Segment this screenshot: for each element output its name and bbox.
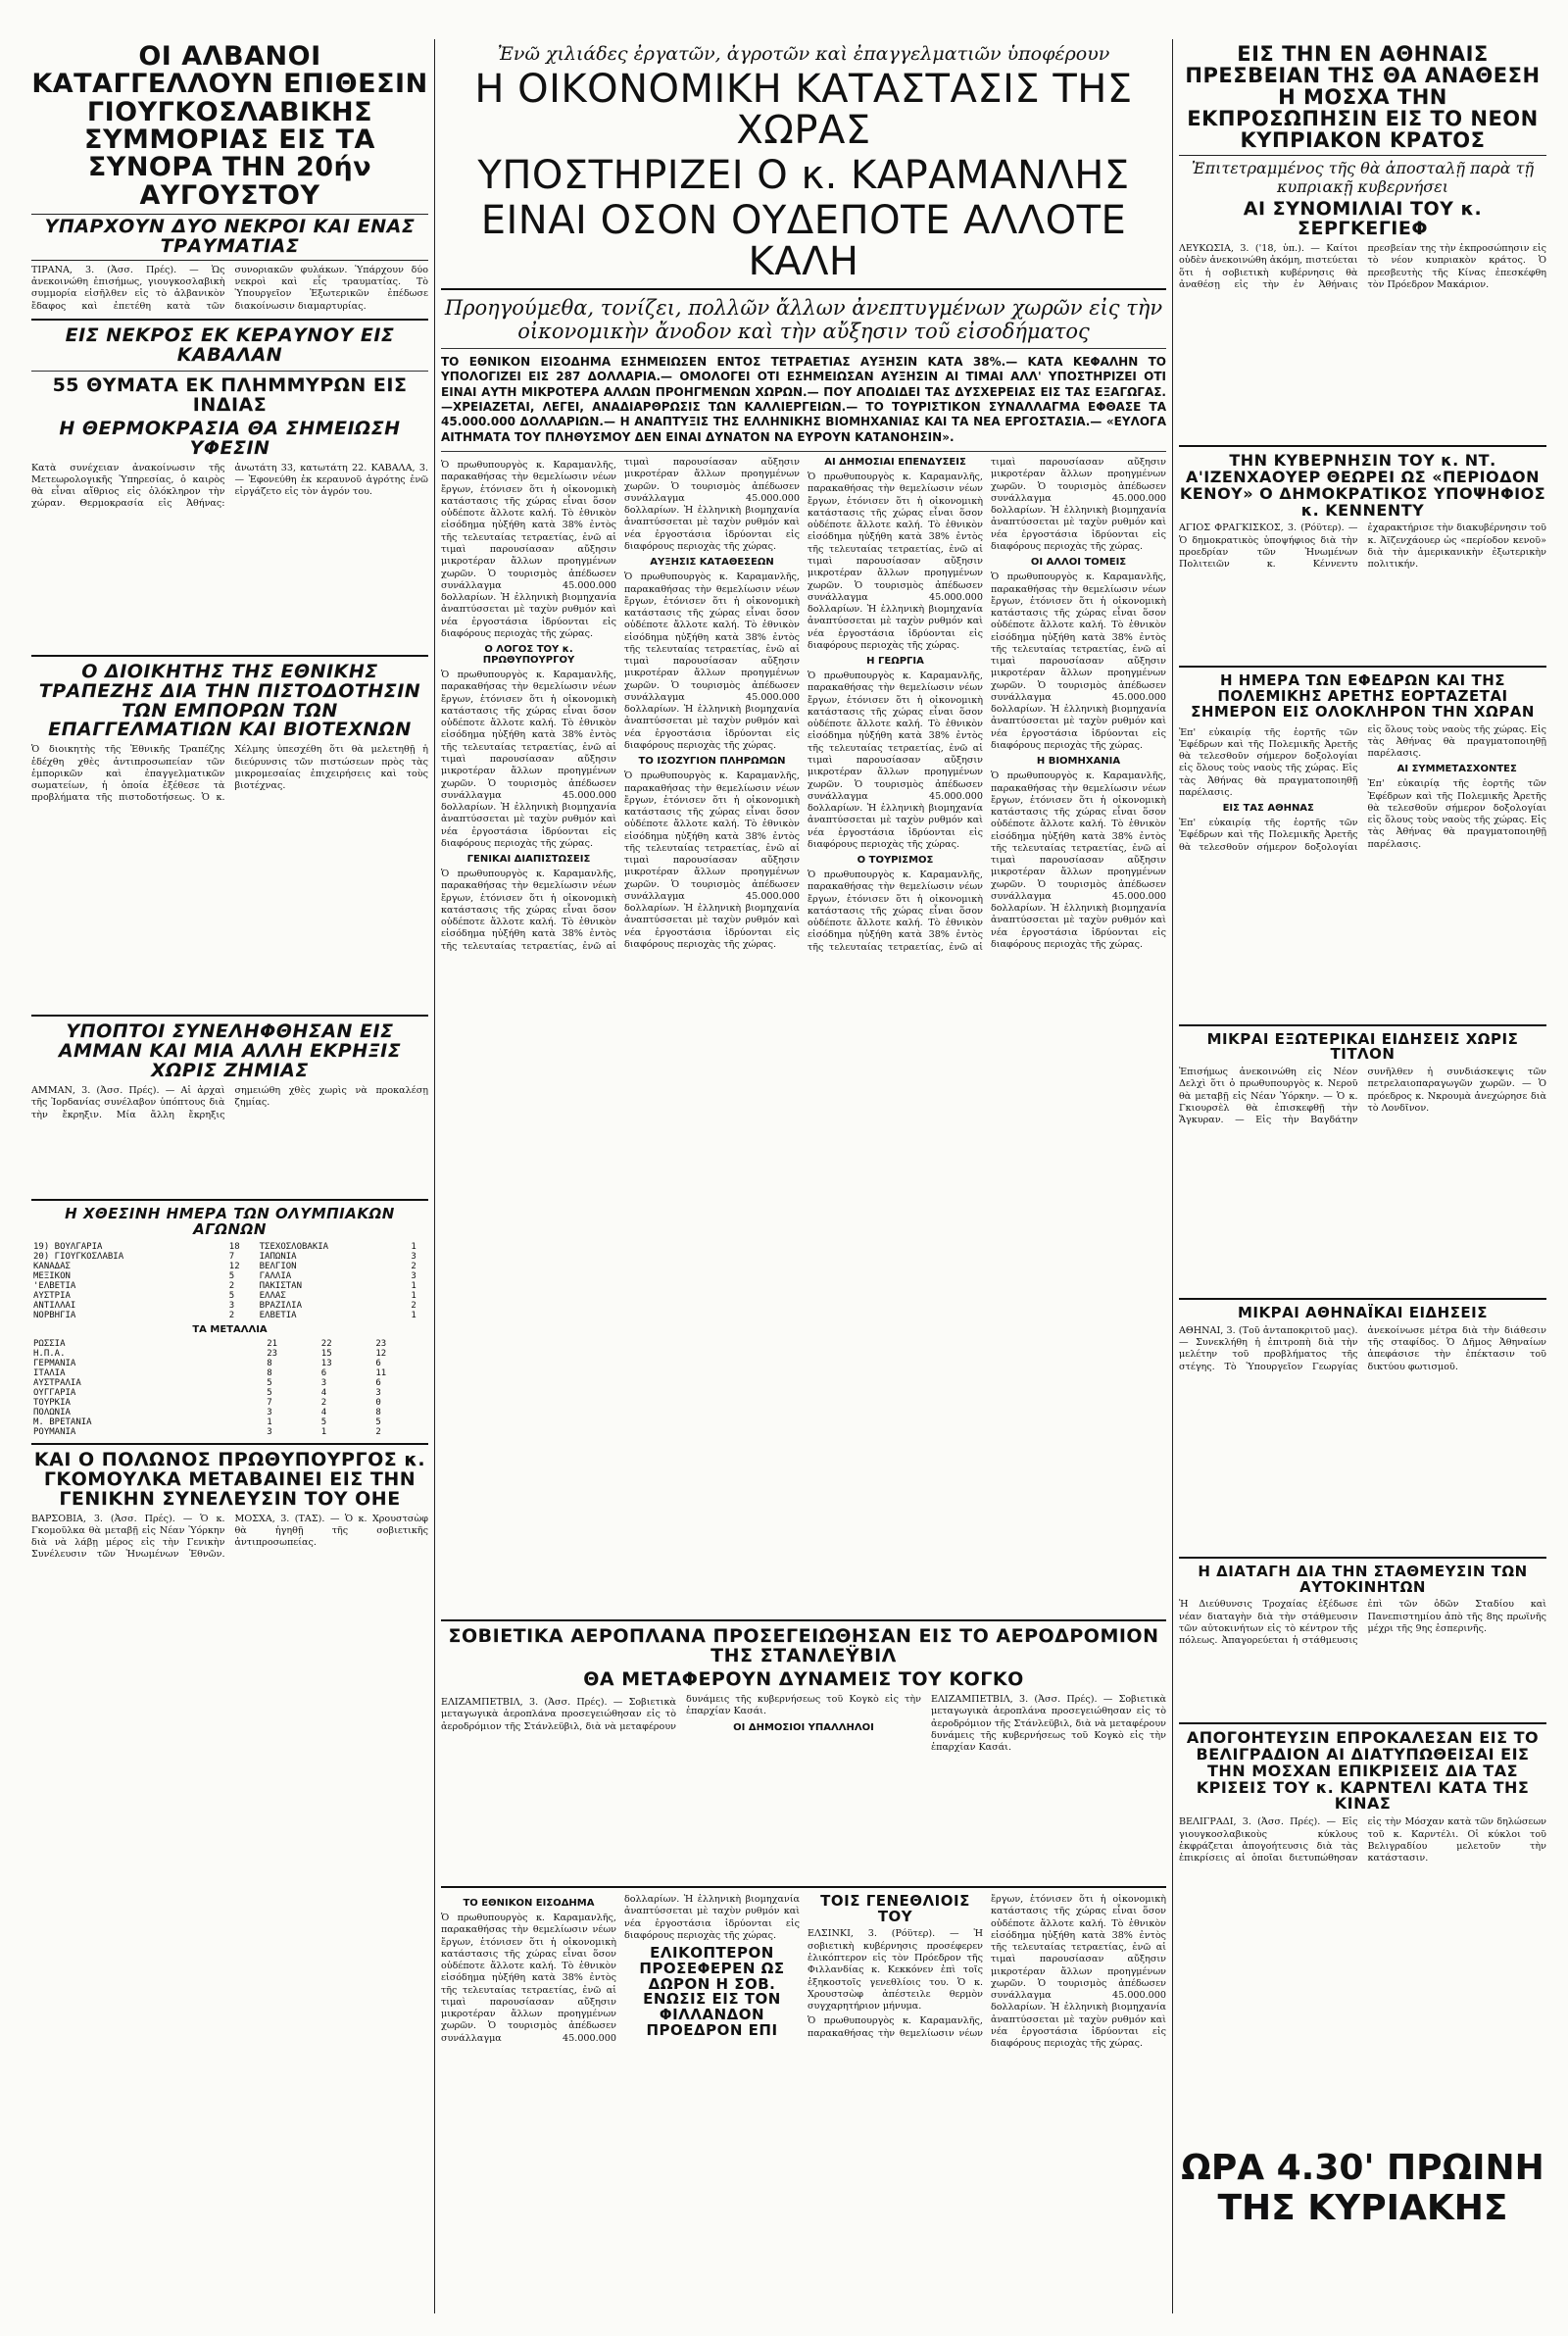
parking-headline: Η ΔΙΑΤΑΓΗ ΔΙΑ ΤΗΝ ΣΤΑΘΜΕΥΣΙΝ ΤΩΝ ΑΥΤΟΚΙΝΗΤΩΝ <box>1198 1562 1528 1596</box>
olympics-headline: Η ΧΘΕΣΙΝΗ ΗΜΕΡΑ ΤΩΝ ΟΛΥΜΠΙΑΚΩΝ ΑΓΩΝΩΝ <box>65 1205 395 1238</box>
table-cell: 1 <box>267 1417 272 1427</box>
divider <box>1179 1024 1546 1026</box>
belgrade-article: ΒΕΛΙΓΡΑΔΙ, 3. (Ἀσσ. Πρές). — Εἰς γιουγκοσλαβικοὺς κύκλους ἐκφράζεται ἀπογοήτευσις διὰ τὰς ἐπικρίσεις αἱ ὁποῖαι διετυπώθησαν εἰς τὴν Μόσχαν κατὰ τῶν δηλώσεων τοῦ κ. Καρντέλι. Οἱ κύκλοι τοῦ Βελιγραδίου μελετοῦν τὴν κατάστασιν. <box>1179 1816 1546 1864</box>
cyprus-article: ΛΕΥΚΩΣΙΑ, 3. ('18, ὑπ.). — Καίτοι οὐδὲν ἀνεκοινώθη ἀκόμη, πιστεύεται ὅτι ἡ σοβιετικὴ κυβέρνησις θὰ ἀναθέσῃ εἰς τὴν ἐν Ἀθήναις πρεσβείαν της τὴν ἐκπροσώπησιν εἰς τὸ νέον κυπριακὸν κράτος. Ὁ πρεσβευτὴς τῆς Κίνας ἐπεσκέφθη τὸν Πρόεδρον Μακάριον. <box>1179 243 1546 290</box>
lower-columns <box>441 1891 1166 2313</box>
table-cell: 6 <box>375 1377 381 1388</box>
main-article-body: Ὁ πρωθυπουργὸς κ. Καραμανλῆς, παρακαθήσας τὴν θεμελίωσιν νέων ἔργων, ἐτόνισεν ὅτι ἡ οἰκονομικὴ κατάστασις τῆς χώρας εἶναι ὅσον οὐδέποτε ἄλλοτε καλή. Τὸ ἐθνικὸν εἰσόδημα ηὐξήθη κατὰ 38% ἐντὸς τῆς τελευταίας τετραετίας, ἐνῶ αἱ τιμαὶ παρουσίασαν αὔξησιν μικροτέραν ἄλλων προηγμένων χωρῶν. Ὁ τουρισμὸς ἀπέδωσεν συνάλλαγμα 45.000.000 δολλαρίων. Ἡ ἑλληνικὴ βιομηχανία ἀναπτύσσεται μὲ ταχὺν ρυθμόν καὶ νέα ἐργοστάσια ἱδρύονται εἰς διαφόρους περιοχὰς τῆς χώρας. <box>624 572 800 751</box>
table-cell: 3 <box>320 1377 327 1388</box>
table-cell: 2 <box>320 1397 327 1408</box>
section-heading: ΓΕΝΙΚΑΙ ΔΙΑΠΙΣΤΩΣΕΙΣ <box>466 854 591 866</box>
helicopter-headline: ΕΛΙΚΟΠΤΕΡΟΝ ΠΡΟΣΕΦΕΡΕΝ ΩΣ ΔΩΡΟΝ Η ΣΟΒ. ΕΝΩΣΙΣ ΕΙΣ ΤΟΝ ΦΙΛΛΑΝΔΟΝ ΠΡΟΕΔΡΟΝ ΕΠΙ ΤΟΙΣ ΓΕΝΕΘΛΙΟΙΣ ΤΟΥ <box>639 1891 970 2039</box>
section-heading: ΑΙ ΔΗΜΟΣΙΑΙ ΕΠΕΝΔΥΣΕΙΣ <box>824 457 966 469</box>
table-cell: ΑΥΣΤΡΙΑ <box>33 1290 71 1301</box>
table-cell: ΠΟΛΩΝΙΑ <box>33 1407 71 1417</box>
table-cell: ΤΟΥΡΚΙΑ <box>33 1397 71 1408</box>
left-column <box>31 39 428 2313</box>
main-article-columns <box>441 457 1166 1614</box>
foreign-news-article: Ἐπισήμως ἀνεκοινώθη εἰς Νέον Δελχὶ ὅτι ὁ πρωθυπουργὸς κ. Νεροῦ θὰ μεταβῇ εἰς Νέαν Ὑόρκην. — Ὁ κ. Γκιουρσὲλ θὰ ἐπισκεφθῇ τὴν Ἄγκυραν. — Εἰς τὴν Βαγδάτην συνῆλθεν ἡ συνδιάσκεψις τῶν πετρελαιοπαραγωγῶν χωρῶν. — Ὁ πρόεδρος κ. Νκρουμὰ ἀνεχώρησε διὰ τὸ Λονδῖνον. <box>1179 1067 1546 1126</box>
main-article-body: Ὁ πρωθυπουργὸς κ. Καραμανλῆς, παρακαθήσας τὴν θεμελίωσιν νέων ἔργων, ἐτόνισεν ὅτι ἡ οἰκονομικὴ κατάστασις τῆς χώρας εἶναι ὅσον οὐδέποτε ἄλλοτε καλή. Τὸ ἐθνικὸν εἰσόδημα ηὐξήθη κατὰ 38% ἐντὸς τῆς τελευταίας τετραετίας, ἐνῶ αἱ τιμαὶ παρουσίασαν αὔξησιν μικροτέραν ἄλλων προηγμένων χωρῶν. Ὁ τουρισμὸς ἀπέδωσεν συνάλλαγμα 45.000.000 δολλαρίων. Ἡ ἑλληνικὴ βιομηχανία ἀναπτύσσεται μὲ ταχὺν ρυθμόν καὶ νέα ἐργοστάσια ἱδρύονται εἰς διαφόρους περιοχὰς τῆς χώρας. <box>624 770 800 950</box>
medals-heading: ΤΑ ΜΕΤΑΛΛΙΑ <box>192 1323 268 1335</box>
table-cell: Μ. ΒΡΕΤΑΝΙΑ <box>33 1417 92 1427</box>
table-cell: ΜΕΞΙΚΟΝ <box>33 1270 71 1281</box>
sergeyev-headline: ΑΙ ΣΥΝΟΜΙΛΙΑΙ ΤΟΥ κ. ΣΕΡΓΚΕΓΙΕΦ <box>1243 198 1483 240</box>
national-bank-article: Ὁ διοικητὴς τῆς Ἐθνικῆς Τραπέζης ἐδέχθη χθὲς ἀντιπροσωπείαν τῶν ἐμπορικῶν καὶ ἐπαγγελματικῶν σωματείων, ἡ ὁποία ἐξέθεσε τὰ προβλήματα τῆς πιστοδοτήσεως. Ὁ κ. Χέλμης ὑπεσχέθη ὅτι θὰ μελετηθῇ ἡ διεύρυνσις τῶν πιστώσεων πρὸς τὰς μικρομεσαίας ἐπιχειρήσεις καὶ τοὺς βιοτέχνας. <box>31 744 428 804</box>
medals-row <box>31 1378 428 1388</box>
table-cell: ΡΩΣΣΙΑ <box>33 1338 66 1349</box>
divider <box>1179 666 1546 668</box>
olympics-row <box>31 1271 428 1281</box>
table-cell: ΑΝΤΙΛΛΑΙ <box>33 1300 76 1311</box>
olympics-row <box>31 1242 428 1252</box>
kennedy-headline: ΤΗΝ ΚΥΒΕΡΝΗΣΙΝ ΤΟΥ κ. ΝΤ. Α'ΙΖΕΝΧΑΟΥΕΡ ΘΕΩΡΕΙ ΩΣ «ΠΕΡΙΟΔΟΝ ΚΕΝΟΥ» Ο ΔΗΜΟΚΡΑΤΙΚΟΣ ΥΠΟΨΗΦΙΟΣ κ. ΚΕΝΝΕΝΤΥ <box>1179 451 1546 520</box>
divider <box>1179 445 1546 447</box>
table-cell: 2 <box>228 1310 235 1320</box>
table-cell: 3 <box>375 1387 381 1398</box>
parking-article: Ἡ Διεύθυνσις Τροχαίας ἐξέδωσε νέαν διαταγὴν διὰ τὴν στάθμευσιν τῶν αὐτοκινήτων εἰς τὸ κέντρον τῆς πόλεως. Ἀπαγορεύεται ἡ στάθμευσις ἐπὶ τῶν ὁδῶν Σταδίου καὶ Πανεπιστημίου ἀπὸ τῆς 8ης πρωϊνῆς μέχρι τῆς 9ης ἑσπερινῆς. <box>1179 1599 1546 1647</box>
medals-row <box>31 1427 428 1437</box>
main-article-body: Ὁ πρωθυπουργὸς κ. Καραμανλῆς, παρακαθήσας τὴν θεμελίωσιν νέων ἔργων, ἐτόνισεν ὅτι ἡ οἰκονομικὴ κατάστασις τῆς χώρας εἶναι ὅσον οὐδέποτε ἄλλοτε καλή. Τὸ ἐθνικὸν εἰσόδημα ηὐξήθη κατὰ 38% ἐντὸς τῆς τελευταίας τετραετίας, ἐνῶ αἱ τιμαὶ παρουσίασαν αὔξησιν μικροτέραν ἄλλων προηγμένων χωρῶν. Ὁ τουρισμὸς ἀπέδωσεν συνάλλαγμα 45.000.000 δολλαρίων. Ἡ ἑλληνικὴ βιομηχανία ἀναπτύσσεται μὲ ταχὺν ρυθμόν καὶ νέα ἐργοστάσια ἱδρύονται εἰς διαφόρους περιοχὰς τῆς χώρας. <box>441 457 800 952</box>
table-cell: 5 <box>320 1417 327 1427</box>
table-cell: ΒΕΛΓΙΟΝ <box>259 1261 297 1271</box>
main-article-body: Ὁ πρωθυπουργὸς κ. Καραμανλῆς, παρακαθήσας τὴν θεμελίωσιν νέων ἔργων, ἐτόνισεν ὅτι ἡ οἰκονομικὴ κατάστασις τῆς χώρας εἶναι ὅσον οὐδέποτε ἄλλοτε καλή. Τὸ ἐθνικὸν εἰσόδημα ηὐξήθη κατὰ 38% ἐντὸς τῆς τελευταίας τετραετίας, ἐνῶ αἱ τιμαὶ παρουσίασαν αὔξησιν μικροτέραν ἄλλων προηγμένων χωρῶν. Ὁ τουρισμὸς ἀπέδωσεν συνάλλαγμα 45.000.000 δολλαρίων. Ἡ ἑλληνικὴ βιομηχανία ἀναπτύσσεται μὲ ταχὺν ρυθμόν καὶ νέα ἐργοστάσια ἱδρύονται εἰς διαφόρους περιοχὰς τῆς χώρας. <box>441 670 616 849</box>
table-cell: 21 <box>267 1338 278 1349</box>
foreign-news-headline: ΜΙΚΡΑΙ ΕΞΩΤΕΡΙΚΑΙ ΕΙΔΗΣΕΙΣ ΧΩΡΙΣ ΤΙΤΛΟΝ <box>1206 1029 1519 1064</box>
kennedy-article: ΑΓΙΟΣ ΦΡΑΓΚΙΣΚΟΣ, 3. (Ρόϋτερ). — Ὁ δημοκρατικὸς ὑποψήφιος διὰ τὴν προεδρίαν τῶν Ἡνωμένων Πολιτειῶν κ. Κέννεντυ ἐχαρακτήρισε τὴν διακυβέρνησιν τοῦ κ. Ἀϊζενχάουερ ὡς «περίοδον κενοῦ» διὰ τὴν ἀμερικανικὴν ἐξωτερικὴν πολιτικήν. <box>1179 522 1546 571</box>
table-cell: 18 <box>228 1241 240 1252</box>
albania-subheadline: ΥΠΑΡΧΟΥΝ ΔΥΟ ΝΕΚΡΟΙ ΚΑΙ ΕΝΑΣ ΤΡΑΥΜΑΤΙΑΣ <box>31 214 428 261</box>
table-cell: 8 <box>267 1367 272 1378</box>
athens-news-article: ΑΘΗΝΑΙ, 3. (Τοῦ ἀνταποκριτοῦ μας). — Συνεκλήθη ἡ ἐπιτροπὴ διὰ τὴν μελέτην τοῦ προβλήματος τῆς στέγης. Τὸ Ὑπουργεῖον Γεωργίας ἀνεκοίνωσε μέτρα διὰ τὴν διάθεσιν τῆς σταφίδος. Ὁ Δῆμος Ἀθηναίων ἀπεφάσισε τὴν ἐπέκτασιν τοῦ δικτύου φωτισμοῦ. <box>1179 1324 1546 1372</box>
section-heading: ΑΙ ΣΥΜΜΕΤΑΣΧΟΝΤΕΣ <box>1396 764 1517 775</box>
table-cell: 1 <box>411 1280 416 1291</box>
table-cell: 23 <box>267 1348 278 1359</box>
section-heading: ΤΟ ΕΘΝΙΚΟΝ ΕΙΣΟΔΗΜΑ <box>463 1897 595 1909</box>
table-cell: ΝΟΡΒΗΓΙΑ <box>33 1310 76 1320</box>
table-cell: 5 <box>228 1290 235 1301</box>
center-column <box>441 39 1166 2313</box>
olympics-results-table <box>31 1242 428 1320</box>
amman-headline: ΥΠΟΠΤΟΙ ΣΥΝΕΛΗΦΘΗΣΑΝ ΕΙΣ ΑΜΜΑΝ ΚΑΙ ΜΙΑ ΑΛΛΗ ΕΚΡΗΞΙΣ ΧΩΡΙΣ ΖΗΜΙΑΣ <box>58 1020 402 1082</box>
table-cell: 4 <box>320 1407 327 1417</box>
table-cell: 19) ΒΟΥΛΓΑΡΙΑ <box>33 1241 103 1252</box>
table-cell: ΤΣΕΧΟΣΛΟΒΑΚΙΑ <box>259 1241 329 1252</box>
main-headline-3: ΕΙΝΑΙ ΟΣΟΝ ΟΥΔΕΠΟΤΕ ΑΛΛΟΤΕ ΚΑΛΗ <box>480 198 1127 284</box>
table-cell: 5 <box>375 1417 381 1427</box>
section-heading: Ο ΛΟΓΟΣ ΤΟΥ κ. ΠΡΩΘΥΠΟΥΡΓΟΥ <box>482 644 575 667</box>
athens-news-headline: ΜΙΚΡΑΙ ΑΘΗΝΑΪΚΑΙ ΕΙΔΗΣΕΙΣ <box>1237 1304 1489 1322</box>
olympics-row <box>31 1252 428 1262</box>
divider <box>1179 1722 1546 1724</box>
table-cell: 2 <box>411 1261 416 1271</box>
table-cell: 5 <box>267 1377 272 1388</box>
section-heading: Η ΓΕΩΡΓΙΑ <box>866 656 924 668</box>
table-cell: 22 <box>320 1338 332 1349</box>
table-cell: 8 <box>267 1358 272 1368</box>
cyprus-subheadline: Ἐπιτετραμμένος τῆς θὰ ἀποσταλῇ παρὰ τῇ κυπριακῇ κυβερνήσει <box>1179 155 1546 196</box>
divider <box>441 288 1166 290</box>
olympics-row <box>31 1291 428 1301</box>
helicopter-article: Ὁ πρωθυπουργὸς κ. Καραμανλῆς, παρακαθήσας τὴν θεμελίωσιν νέων ἔργων, ἐτόνισεν ὅτι ἡ οἰκονομικὴ κατάστασις τῆς χώρας εἶναι ὅσον οὐδέποτε ἄλλοτε καλή. Τὸ ἐθνικὸν εἰσόδημα ηὐξήθη κατὰ 38% ἐντὸς τῆς τελευταίας τετραετίας, ἐνῶ αἱ τιμαὶ παρουσίασαν αὔξησιν μικροτέραν ἄλλων προηγμένων χωρῶν. Ὁ τουρισμὸς ἀπέδωσεν συνάλλαγμα 45.000.000 δολλαρίων. Ἡ ἑλληνικὴ βιομηχανία ἀναπτύσσεται μὲ ταχὺν ρυθμόν καὶ νέα ἐργοστάσια ἱδρύονται εἰς διαφόρους περιοχὰς τῆς χώρας. <box>808 1893 1166 2050</box>
column-rule <box>1172 39 1173 2313</box>
medals-row <box>31 1339 428 1349</box>
gomulka-headline: ΚΑΙ Ο ΠΟΛΩΝΟΣ ΠΡΩΘΥΠΟΥΡΓΟΣ κ. ΓΚΟΜΟΥΛΚΑ ΜΕΤΑΒΑΙΝΕΙ ΕΙΣ ΤΗΝ ΓΕΝΙΚΗΝ ΣΥΝΕΛΕΥΣΙΝ ΤΟΥ ΟΗΕ <box>33 1448 426 1510</box>
table-cell: ΟΥΓΓΑΡΙΑ <box>33 1387 76 1398</box>
main-headline-2: ΥΠΟΣΤΗΡΙΖΕΙ Ο κ. ΚΑΡΑΜΑΝΛΗΣ <box>477 153 1130 198</box>
table-cell: ΕΛΒΕΤΙΑ <box>259 1310 297 1320</box>
table-cell: Η.Π.Α. <box>33 1348 66 1359</box>
table-cell: 12 <box>228 1261 240 1271</box>
temperature-headline: Η ΘΕΡΜΟΚΡΑΣΙΑ ΘΑ ΣΗΜΕΙΩΣΗ ΥΦΕΣΙΝ <box>59 417 401 459</box>
divider <box>441 1619 1166 1621</box>
reservists-columns <box>1179 724 1546 1019</box>
olympics-row <box>31 1311 428 1320</box>
table-cell: 8 <box>375 1407 381 1417</box>
medals-row <box>31 1398 428 1408</box>
section-heading: Η ΒΙΟΜΗΧΑΝΙΑ <box>1036 756 1121 768</box>
section-heading: ΕΙΣ ΤΑΣ ΑΘΗΝΑΣ <box>1222 803 1314 815</box>
medals-table <box>31 1339 428 1437</box>
reservists-headline: Η ΗΜΕΡΑ ΤΩΝ ΕΦΕΔΡΩΝ ΚΑΙ ΤΗΣ ΠΟΛΕΜΙΚΗΣ ΑΡΕΤΗΣ ΕΟΡΤΑΖΕΤΑΙ ΣΗΜΕΡΟΝ ΕΙΣ ΟΛΟΚΛΗΡΟΝ ΤΗΝ ΧΩΡΑΝ <box>1191 671 1535 721</box>
gomulka-article: ΒΑΡΣΟΒΙΑ, 3. (Ἀσσ. Πρές). — Ὁ κ. Γκομοῦλκα θὰ μεταβῇ εἰς Νέαν Ὑόρκην διὰ νὰ λάβῃ μέρος εἰς τὴν Γενικὴν Συνέλευσιν τῶν Ἡνωμένων Ἐθνῶν. ΜΟΣΧΑ, 3. (ΤΑΣ). — Ὁ κ. Χρουστσὼφ θὰ ἡγηθῇ τῆς σοβιετικῆς ἀντιπροσωπείας. <box>31 1513 428 1561</box>
table-cell: 11 <box>375 1367 387 1378</box>
main-headline-1: Η ΟΙΚΟΝΟΜΙΚΗ ΚΑΤΑΣΤΑΣΙΣ ΤΗΣ ΧΩΡΑΣ <box>474 67 1133 153</box>
table-cell: 2 <box>228 1280 235 1291</box>
medals-row <box>31 1368 428 1378</box>
table-cell: ΚΑΝΑΔΑΣ <box>33 1261 71 1271</box>
table-cell: 4 <box>320 1387 327 1398</box>
table-cell: 1 <box>411 1310 416 1320</box>
table-cell: 12 <box>375 1348 387 1359</box>
main-article-body: Ὁ πρωθυπουργὸς κ. Καραμανλῆς, παρακαθήσας τὴν θεμελίωσιν νέων ἔργων, ἐτόνισεν ὅτι ἡ οἰκονομικὴ κατάστασις τῆς χώρας εἶναι ὅσον οὐδέποτε ἄλλοτε καλή. Τὸ ἐθνικὸν εἰσόδημα ηὐξήθη κατὰ 38% ἐντὸς τῆς τελευταίας τετραετίας, ἐνῶ αἱ τιμαὶ παρουσίασαν αὔξησιν μικροτέραν ἄλλων προηγμένων χωρῶν. Ὁ τουρισμὸς ἀπέδωσεν συνάλλαγμα 45.000.000 δολλαρίων. Ἡ ἑλληνικὴ βιομηχανία ἀναπτύσσεται μὲ ταχὺν ρυθμόν καὶ νέα ἐργοστάσια ἱδρύονται εἰς διαφόρους περιοχὰς τῆς χώρας. <box>991 572 1166 751</box>
divider <box>31 1015 428 1017</box>
kicker: Ἐνῶ χιλιάδες ἐργατῶν, ἀγροτῶν καὶ ἐπαγγελματιῶν ὑποφέρουν <box>497 43 1110 65</box>
stanleyville-columns <box>441 1694 1166 1880</box>
amman-article: ΑΜΜΑΝ, 3. (Ἀσσ. Πρές). — Αἱ ἀρχαὶ τῆς Ἰορδανίας συνέλαβον ὑπόπτους διὰ τὴν ἔκρηξιν. Μία ἄλλη ἔκρηξις σημειώθη χθὲς χωρὶς νὰ προκαλέσῃ ζημίας. <box>31 1085 428 1120</box>
table-cell: 6 <box>375 1358 381 1368</box>
divider <box>1179 1557 1546 1559</box>
income-article: Ὁ πρωθυπουργὸς κ. Καραμανλῆς, παρακαθήσας τὴν θεμελίωσιν νέων ἔργων, ἐτόνισεν ὅτι ἡ οἰκονομικὴ κατάστασις τῆς χώρας εἶναι ὅσον οὐδέποτε ἄλλοτε καλή. Τὸ ἐθνικὸν εἰσόδημα ηὐξήθη κατὰ 38% ἐντὸς τῆς τελευταίας τετραετίας, ἐνῶ αἱ τιμαὶ παρουσίασαν αὔξησιν μικροτέραν ἄλλων προηγμένων χωρῶν. Ὁ τουρισμὸς ἀπέδωσεν συνάλλαγμα 45.000.000 δολλαρίων. Ἡ ἑλληνικὴ βιομηχανία ἀναπτύσσεται μὲ ταχὺν ρυθμόν καὶ νέα ἐργοστάσια ἱδρύονται εἰς διαφόρους περιοχὰς τῆς χώρας. <box>441 1893 800 2044</box>
table-cell: 1 <box>320 1426 327 1437</box>
table-cell: 5 <box>267 1387 272 1398</box>
divider <box>31 1443 428 1445</box>
stanleyville-subheadline: ΘΑ ΜΕΤΑΦΕΡΟΥΝ ΔΥΝΑΜΕΙΣ ΤΟΥ ΚΟΓΚΟ <box>583 1668 1024 1691</box>
belgrade-headline: ΑΠΟΓΟΗΤΕΥΣΙΝ ΕΠΡΟΚΑΛΕΣΑΝ ΕΙΣ ΤΟ ΒΕΛΙΓΡΑΔΙΟΝ ΑΙ ΔΙΑΤΥΠΩΘΕΙΣΑΙ ΕΙΣ ΤΗΝ ΜΟΣΧΑΝ ΕΠΙΚΡΙΣΕΙΣ ΔΙΑ ΤΑΣ ΚΡΙΣΕΙΣ ΤΟΥ κ. ΚΑΡΝΤΕΛΙ ΚΑΤΑ ΤΗΣ ΚΙΝΑΣ <box>1186 1728 1540 1814</box>
table-cell: 13 <box>320 1358 332 1368</box>
albania-article: ΤΙΡΑΝΑ, 3. (Ἀσσ. Πρές). — Ὡς ἀνεκοινώθη ἐπισήμως, γιουγκοσλαβικὴ συμμορία εἰσῆλθεν εἰς τὸ ἀλβανικὸν ἔδαφος καὶ ἐπετέθη κατὰ τῶν συνοριακῶν φυλάκων. Ὑπάρχουν δύο νεκροὶ καὶ εἷς τραυματίας. Τὸ Ὑπουργεῖον Ἐξωτερικῶν ἐπέδωσε διακοίνωσιν διαμαρτυρίας. <box>31 264 428 312</box>
table-cell: ΑΥΣΤΡΑΛΙΑ <box>33 1377 81 1388</box>
table-cell: 1 <box>411 1241 416 1252</box>
table-cell: 3 <box>267 1426 272 1437</box>
right-column <box>1179 39 1546 2313</box>
divider <box>31 655 428 657</box>
main-article-body: Ὁ πρωθυπουργὸς κ. Καραμανλῆς, παρακαθήσας τὴν θεμελίωσιν νέων ἔργων, ἐτόνισεν ὅτι ἡ οἰκονομικὴ κατάστασις τῆς χώρας εἶναι ὅσον οὐδέποτε ἄλλοτε καλή. Τὸ ἐθνικὸν εἰσόδημα ηὐξήθη κατὰ 38% ἐντὸς τῆς τελευταίας τετραετίας, ἐνῶ αἱ τιμαὶ παρουσίασαν αὔξησιν μικροτέραν ἄλλων προηγμένων χωρῶν. Ὁ τουρισμὸς ἀπέδωσεν συνάλλαγμα 45.000.000 δολλαρίων. Ἡ ἑλληνικὴ βιομηχανία ἀναπτύσσεται μὲ ταχὺν ρυθμόν καὶ νέα ἐργοστάσια ἱδρύονται εἰς διαφόρους περιοχὰς τῆς χώρας. <box>441 460 616 639</box>
main-article-body: Ὁ πρωθυπουργὸς κ. Καραμανλῆς, παρακαθήσας τὴν θεμελίωσιν νέων ἔργων, ἐτόνισεν ὅτι ἡ οἰκονομικὴ κατάστασις τῆς χώρας εἶναι ὅσον οὐδέποτε ἄλλοτε καλή. Τὸ ἐθνικὸν εἰσόδημα ηὐξήθη κατὰ 38% ἐντὸς τῆς τελευταίας τετραετίας, ἐνῶ αἱ τιμαὶ παρουσίασαν αὔξησιν μικροτέραν ἄλλων προηγμένων χωρῶν. Ὁ τουρισμὸς ἀπέδωσεν συνάλλαγμα 45.000.000 δολλαρίων. Ἡ ἑλληνικὴ βιομηχανία ἀναπτύσσεται μὲ ταχὺν ρυθμόν καὶ νέα ἐργοστάσια ἱδρύονται εἰς διαφόρους περιοχὰς τῆς χώρας. <box>991 770 1166 950</box>
main-article-body: Ὁ πρωθυπουργὸς κ. Καραμανλῆς, παρακαθήσας τὴν θεμελίωσιν νέων ἔργων, ἐτόνισεν ὅτι ἡ οἰκονομικὴ κατάστασις τῆς χώρας εἶναι ὅσον οὐδέποτε ἄλλοτε καλή. Τὸ ἐθνικὸν εἰσόδημα ηὐξήθη κατὰ 38% ἐντὸς τῆς τελευταίας τετραετίας, ἐνῶ αἱ τιμαὶ παρουσίασαν αὔξησιν μικροτέραν ἄλλων προηγμένων χωρῶν. Ὁ τουρισμὸς ἀπέδωσεν συνάλλαγμα 45.000.000 δολλαρίων. Ἡ ἑλληνικὴ βιομηχανία ἀναπτύσσεται μὲ ταχὺν ρυθμόν καὶ νέα ἐργοστάσια ἱδρύονται εἰς διαφόρους περιοχὰς τῆς χώρας. <box>808 457 1166 953</box>
helicopter-article: ΕΛΣΙΝΚΙ, 3. (Ρόϋτερ). — Ἡ σοβιετικὴ κυβέρνησις προσέφερεν ἑλικόπτερον εἰς τὸν Πρόεδρον τῆς Φιλλανδίας κ. Κεκκόνεν ἐπὶ τοῖς ἑξηκοστοῖς γενεθλίοις του. Ὁ κ. Χρουστσὼφ ἀπέστειλε θερμὸν συγχαρητήριον μήνυμα. <box>808 1928 983 2013</box>
section-heading: ΑΥΞΗΣΙΣ ΚΑΤΑΘΕΣΕΩΝ <box>650 557 774 569</box>
table-cell: 3 <box>228 1300 235 1311</box>
divider <box>31 1199 428 1201</box>
section-heading: ΤΟ ΙΣΟΖΥΓΙΟΝ ΠΛΗΡΩΜΩΝ <box>638 756 786 768</box>
main-article-body: Ὁ πρωθυπουργὸς κ. Καραμανλῆς, παρακαθήσας τὴν θεμελίωσιν νέων ἔργων, ἐτόνισεν ὅτι ἡ οἰκονομικὴ κατάστασις τῆς χώρας εἶναι ὅσον οὐδέποτε ἄλλοτε καλή. Τὸ ἐθνικὸν εἰσόδημα ηὐξήθη κατὰ 38% ἐντὸς τῆς τελευταίας τετραετίας, ἐνῶ αἱ τιμαὶ παρουσίασαν αὔξησιν μικροτέραν ἄλλων προηγμένων χωρῶν. Ὁ τουρισμὸς ἀπέδωσεν συνάλλαγμα 45.000.000 δολλαρίων. Ἡ ἑλληνικὴ βιομηχανία ἀναπτύσσεται μὲ ταχὺν ρυθμόν καὶ νέα ἐργοστάσια ἱδρύονται εἰς διαφόρους περιοχὰς τῆς χώρας. <box>808 472 983 651</box>
medals-row <box>31 1417 428 1427</box>
table-cell: 7 <box>228 1251 235 1262</box>
medals-row <box>31 1349 428 1359</box>
reservists-article: Ἐπ' εὐκαιρίᾳ τῆς ἑορτῆς τῶν Ἐφέδρων καὶ τῆς Πολεμικῆς Ἀρετῆς θὰ τελεσθοῦν σήμερον δοξολογίαι εἰς ὅλους τοὺς ναοὺς τῆς χώρας. Εἰς τὰς Ἀθήνας θὰ πραγματοποιηθῇ παρέλασις. <box>1179 723 1546 853</box>
divider <box>441 348 1166 349</box>
medals-row <box>31 1408 428 1417</box>
table-cell: 2 <box>375 1426 381 1437</box>
olympics-row <box>31 1262 428 1271</box>
stanleyville-article: ΕΛΙΖΑΜΠΕΤΒΙΛ, 3. (Ἀσσ. Πρές). — Σοβιετικὰ μεταγωγικὰ ἀεροπλάνα προσεγειώθησαν εἰς τὸ ἀεροδρόμιον τῆς Στάνλεϋβιλ, διὰ νὰ μεταφέρουν δυνάμεις τῆς κυβερνήσεως τοῦ Κογκὸ εἰς τὴν ἐπαρχίαν Κασάι. <box>931 1693 1166 1754</box>
table-cell: ΒΡΑΖΙΛΙΑ <box>259 1300 302 1311</box>
national-bank-headline: Ο ΔΙΟΙΚΗΤΗΣ ΤΗΣ ΕΘΝΙΚΗΣ ΤΡΑΠΕΖΗΣ ΔΙΑ ΤΗΝ ΠΙΣΤΟΔΟΤΗΣΙΝ ΤΩΝ ΕΜΠΟΡΩΝ ΤΩΝ ΕΠΑΓΓΕΛΜΑΤΙΩΝ ΚΑΙ ΒΙΟΤΕΧΝΩΝ <box>38 660 421 741</box>
table-cell: ΡΟΥΜΑΝΙΑ <box>33 1426 76 1437</box>
table-cell: 3 <box>411 1270 416 1281</box>
table-cell: 0 <box>375 1397 381 1408</box>
cyprus-headline: ΕΙΣ ΤΗΝ ΕΝ ΑΘΗΝΑΙΣ ΠΡΕΣΒΕΙΑΝ ΤΗΣ ΘΑ ΑΝΑΘΕΣΗ Η ΜΟΣΧΑ ΤΗΝ ΕΚΠΡΟΣΩΠΗΣΙΝ ΕΙΣ ΤΟ ΝΕΟΝ ΚΥΠΡΙΑΚΟΝ ΚΡΑΤΟΣ <box>1185 42 1541 153</box>
lightning-headline: ΕΙΣ ΝΕΚΡΟΣ ΕΚ ΚΕΡΑΥΝΟΥ ΕΙΣ ΚΑΒΑΛΑΝ <box>65 324 395 366</box>
divider <box>441 451 1166 452</box>
table-cell: ΙΤΑΛΙΑ <box>33 1367 66 1378</box>
table-cell: 'ΕΛΒΕΤΙΑ <box>33 1280 76 1291</box>
reservists-article: Ἐπ' εὐκαιρίᾳ τῆς ἑορτῆς τῶν Ἐφέδρων καὶ τῆς Πολεμικῆς Ἀρετῆς θὰ τελεσθοῦν σήμερον δοξολογίαι εἰς ὅλους τοὺς ναοὺς τῆς χώρας. Εἰς τὰς Ἀθήνας θὰ πραγματοποιηθῇ παρέλασις. <box>1367 778 1546 850</box>
table-cell: ΕΛΛΑΣ <box>259 1290 286 1301</box>
main-subheadline: Προηγούμεθα, τονίζει, πολλῶν ἄλλων ἀνεπτυγμένων χωρῶν εἰς τὴν οἰκονομικὴν ἄνοδον καὶ τὴν αὔξησιν τοῦ εἰσοδήματος <box>444 296 1163 343</box>
table-cell: 3 <box>267 1407 272 1417</box>
table-cell: 2 <box>411 1300 416 1311</box>
divider <box>31 371 428 372</box>
table-cell: ΙΑΠΩΝΙΑ <box>259 1251 297 1262</box>
table-cell: 5 <box>228 1270 235 1281</box>
section-heading: Ο ΤΟΥΡΙΣΜΟΣ <box>857 855 934 867</box>
india-floods-headline: 55 ΘΥΜΑΤΑ ΕΚ ΠΛΗΜΜΥΡΩΝ ΕΙΣ ΙΝΔΙΑΣ <box>52 373 408 416</box>
table-cell: ΠΑΚΙΣΤΑΝ <box>259 1280 302 1291</box>
medals-row <box>31 1359 428 1368</box>
stanleyville-headline: ΣΟΒΙΕΤΙΚΑ ΑΕΡΟΠΛΑΝΑ ΠΡΟΣΕΓΕΙΩΘΗΣΑΝ ΕΙΣ ΤΟ ΑΕΡΟΔΡΟΜΙΟΝ ΤΗΣ ΣΤΑΝΛΕΫΒΙΛ <box>448 1625 1159 1667</box>
table-cell: 20) ΓΙΟΥΓΚΟΣΛΑΒΙΑ <box>33 1251 124 1262</box>
section-heading: ΟΙ ΔΗΜΟΣΙΟΙ ΥΠΑΛΛΗΛΟΙ <box>733 1721 874 1733</box>
albania-headline: ΟΙ ΑΛΒΑΝΟΙ ΚΑΤΑΓΓΕΛΛΟΥΝ ΕΠΙΘΕΣΙΝ ΓΙΟΥΓΚΟΣΛΑΒΙΚΗΣ ΣΥΜΜΟΡΙΑΣ ΕΙΣ ΤΑ ΣΥΝΟΡΑ ΤΗΝ 20ήν ΑΥΓΟΥΣΤΟΥ <box>31 41 428 211</box>
table-cell: 23 <box>375 1338 387 1349</box>
main-lead: ΤΟ ΕΘΝΙΚΟΝ ΕΙΣΟΔΗΜΑ ΕΣΗΜΕΙΩΣΕΝ ΕΝΤΟΣ ΤΕΤΡΑΕΤΙΑΣ ΑΥΞΗΣΙΝ ΚΑΤΑ 38%.— ΚΑΤΑ ΚΕΦΑΛΗΝ ΤΟ ΥΠΟΛΟΓΙΖΕΙ ΕΙΣ 287 ΔΟΛΛΑΡΙΑ.— ΟΜΟΛΟΓΕΙ ΟΤΙ ΕΣΗΜΕΙΩΣΑΝ ΑΥΞΗΣΙΝ ΑΙ ΤΙΜΑΙ ΑΛΛ' ΥΠΟΣΤΗΡΙΖΕΙ ΟΤΙ ΕΙΝΑΙ ΑΥΤΗ ΜΙΚΡΟΤΕΡΑ ΑΛΛΩΝ ΠΡΟΗΓΜΕΝΩΝ ΧΩΡΩΝ.— ΠΟΥ ΑΠΟΔΙΔΕΙ ΤΑΣ ΔΥΣΧΕΡΕΙΑΣ ΕΙΣ ΤΑΣ ΕΞΑΓΩΓΑΣ.—ΧΡΕΙΑΖΕΤΑΙ, ΛΕΓΕΙ, ΑΝΑΔΙΑΡΘΡΩΣΙΣ ΤΩΝ ΚΑΛΛΙΕΡΓΕΙΩΝ.— ΤΟ ΤΟΥΡΙΣΤΙΚΟΝ ΣΥΝΑΛΛΑΓΜΑ ΕΦΘΑΣΕ ΤΑ 45.000.000 ΔΟΛΛΑΡΙΩΝ.— Η ΑΝΑΠΤΥΞΙΣ ΤΗΣ ΕΛΛΗΝΙΚΗΣ ΒΙΟΜΗΧΑΝΙΑΣ ΚΑΙ ΤΑ ΝΕΑ ΕΡΓΟΣΤΑΣΙΑ.— «ΕΥΛΟΓΑ ΑΙΤΗΜΑΤΑ ΤΟΥ ΠΛΗΘΥΣΜΟΥ ΔΕΝ ΕΙΝΑΙ ΔΥΝΑΤΟΝ ΝΑ ΕΥΡΟΥΝ ΚΑΤΑΝΟΗΣΙΝ». <box>441 355 1166 444</box>
table-cell: 7 <box>267 1397 272 1408</box>
table-cell: 3 <box>411 1251 416 1262</box>
reservists-article: Ἐπ' εὐκαιρίᾳ τῆς ἑορτῆς τῶν Ἐφέδρων καὶ τῆς Πολεμικῆς Ἀρετῆς θὰ τελεσθοῦν σήμερον δοξολογίαι εἰς ὅλους τοὺς ναοὺς τῆς χώρας. Εἰς τὰς Ἀθήνας θὰ πραγματοποιηθῇ παρέλασις. <box>1179 726 1358 798</box>
table-cell: 6 <box>320 1367 327 1378</box>
divider <box>31 319 428 321</box>
table-cell: ΓΑΛΛΙΑ <box>259 1270 292 1281</box>
olympics-row <box>31 1281 428 1291</box>
medals-row <box>31 1388 428 1398</box>
column-rule <box>434 39 435 2313</box>
divider <box>441 1886 1166 1888</box>
main-article-body: Ὁ πρωθυπουργὸς κ. Καραμανλῆς, παρακαθήσας τὴν θεμελίωσιν νέων ἔργων, ἐτόνισεν ὅτι ἡ οἰκονομικὴ κατάστασις τῆς χώρας εἶναι ὅσον οὐδέποτε ἄλλοτε καλή. Τὸ ἐθνικὸν εἰσόδημα ηὐξήθη κατὰ 38% ἐντὸς τῆς τελευταίας τετραετίας, ἐνῶ αἱ τιμαὶ παρουσίασαν αὔξησιν μικροτέραν ἄλλων προηγμένων χωρῶν. Ὁ τουρισμὸς ἀπέδωσεν συνάλλαγμα 45.000.000 δολλαρίων. Ἡ ἑλληνικὴ βιομηχανία ἀναπτύσσεται μὲ ταχὺν ρυθμόν καὶ νέα ἐργοστάσια ἱδρύονται εἰς διαφόρους περιοχὰς τῆς χώρας. <box>808 671 983 850</box>
divider <box>1179 1298 1546 1300</box>
table-cell: 1 <box>411 1290 416 1301</box>
bottom-banner: ΩΡΑ 4.30' ΠΡΩΙΝΗ ΤΗΣ ΚΥΡΙΑΚΗΣ <box>1181 2148 1544 2229</box>
olympics-row <box>31 1301 428 1311</box>
table-cell: ΓΕΡΜΑΝΙΑ <box>33 1358 76 1368</box>
temperature-article: Κατὰ συνέχειαν ἀνακοίνωσιν τῆς Μετεωρολογικῆς Ὑπηρεσίας, ὁ καιρὸς θὰ εἶναι αἴθριος εἰς ὁλόκληρον τὴν χώραν. Θερμοκρασία εἰς Ἀθήνας: ἀνωτάτη 33, κατωτάτη 22. ΚΑΒΑΛΑ, 3. — Ἐφονεύθη ἐκ κεραυνοῦ ἀγρότης ἐνῶ εἰργάζετο εἰς τὸν ἀγρόν του. <box>31 462 428 510</box>
section-heading: ΟΙ ΑΛΛΟΙ ΤΟΜΕΙΣ <box>1030 557 1127 569</box>
stanleyville-article: ΕΛΙΖΑΜΠΕΤΒΙΛ, 3. (Ἀσσ. Πρές). — Σοβιετικὰ μεταγωγικὰ ἀεροπλάνα προσεγειώθησαν εἰς τὸ ἀεροδρόμιον τῆς Στάνλεϋβιλ, διὰ νὰ μεταφέρουν δυνάμεις τῆς κυβερνήσεως τοῦ Κογκὸ εἰς τὴν ἐπαρχίαν Κασάι. <box>441 1693 921 1732</box>
table-cell: 15 <box>320 1348 332 1359</box>
